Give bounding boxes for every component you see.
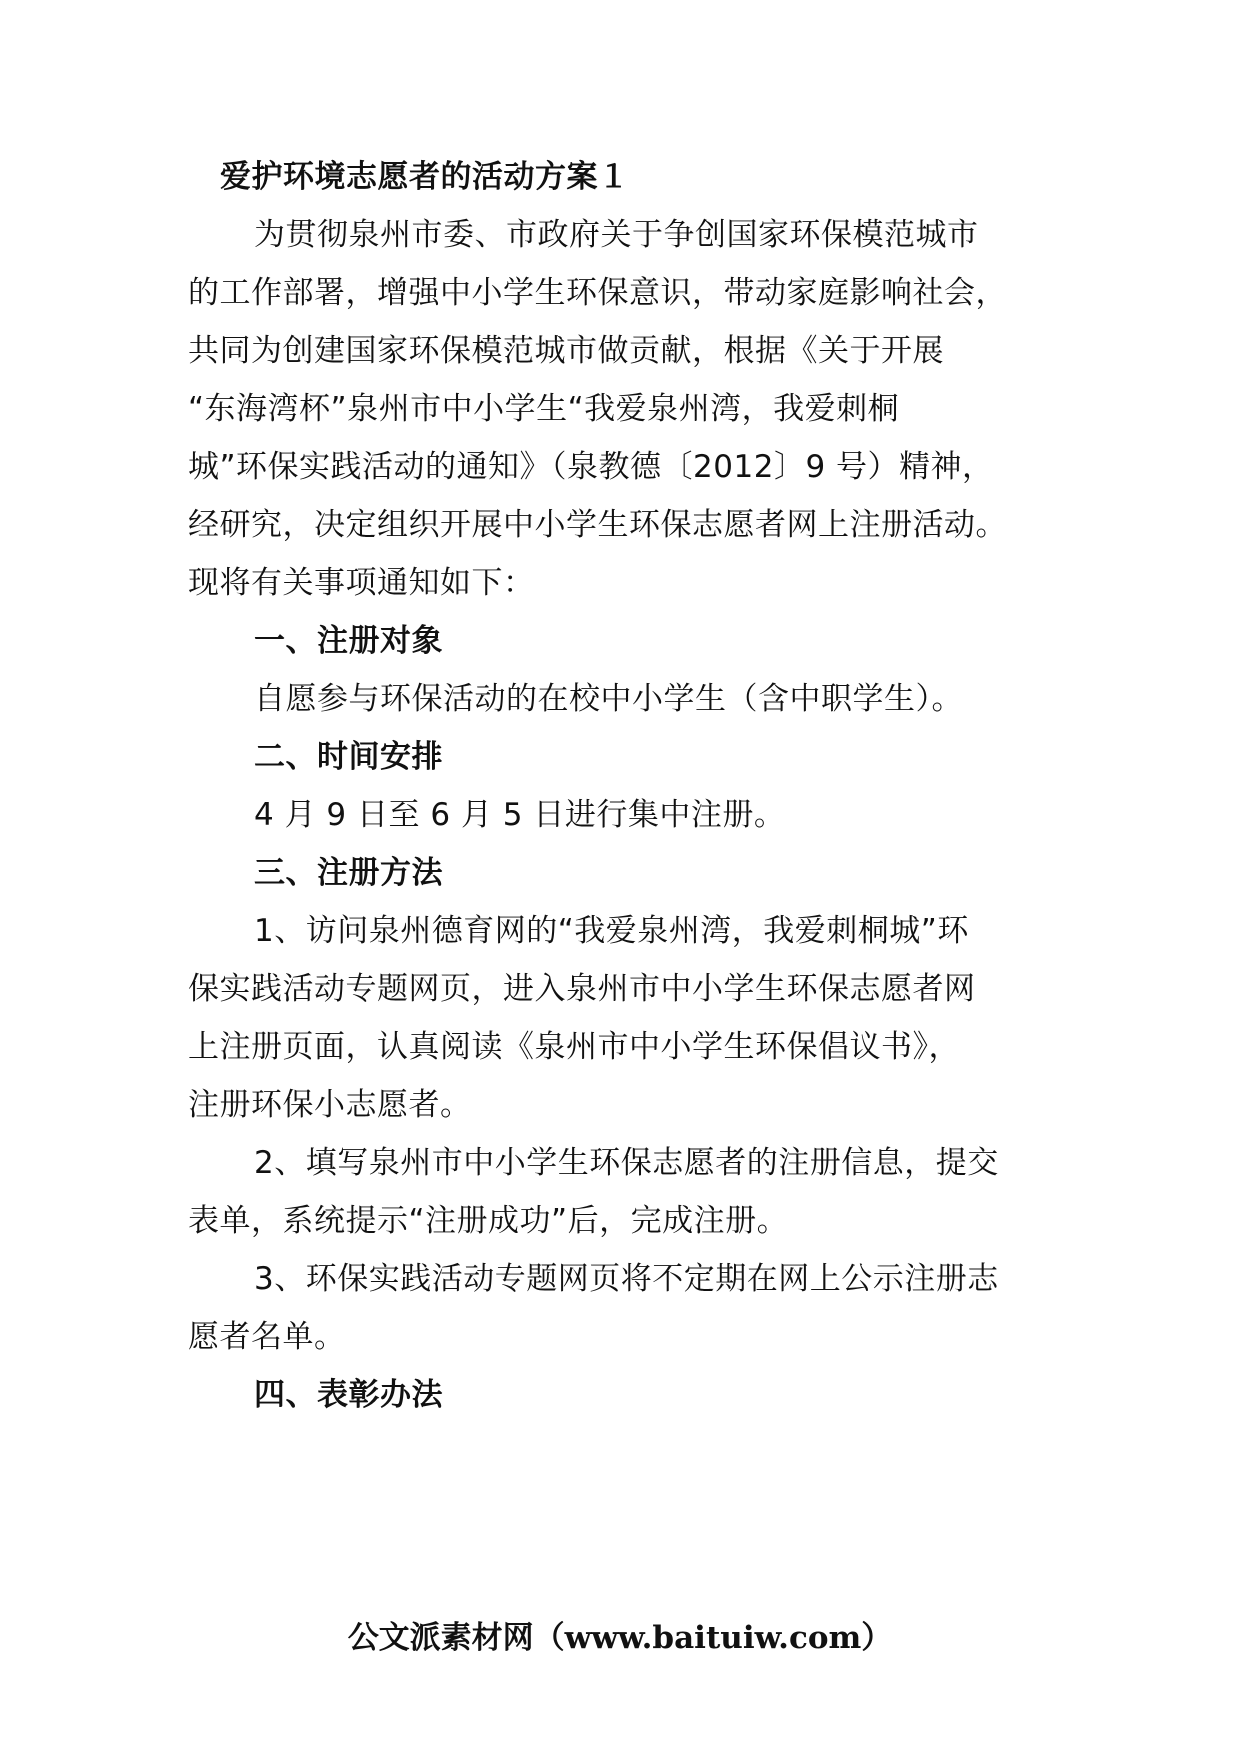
document-title: 爱护环境志愿者的活动方案１ bbox=[220, 159, 630, 195]
section-heading-registration-target: 一、注册对象 bbox=[254, 623, 443, 659]
section-body-schedule: 4 月 9 日至 6 月 5 日进行集中注册。 bbox=[254, 797, 786, 833]
method-item-2-line: 2、填写泉州市中小学生环保志愿者的注册信息，提交 bbox=[254, 1145, 999, 1181]
method-item-3-line: 愿者名单。 bbox=[188, 1319, 346, 1355]
section-heading-commendation: 四、表彰办法 bbox=[254, 1377, 443, 1413]
method-item-2-line: 表单，系统提示“注册成功”后，完成注册。 bbox=[188, 1203, 789, 1239]
method-item-3-line: 3、环保实践活动专题网页将不定期在网上公示注册志 bbox=[254, 1261, 999, 1297]
section-heading-registration-method: 三、注册方法 bbox=[254, 855, 443, 891]
section-body-registration-target: 自愿参与环保活动的在校中小学生（含中职学生）。 bbox=[254, 681, 963, 717]
intro-line: 城”环保实践活动的通知》（泉教德〔2012〕9 号）精神， bbox=[188, 449, 994, 485]
footer-watermark: 公文派素材网（www.baituiw.com） bbox=[347, 1620, 893, 1656]
method-item-1-line: 上注册页面，认真阅读《泉州市中小学生环保倡议书》， bbox=[188, 1029, 960, 1065]
intro-line: 的工作部署，增强中小学生环保意识，带动家庭影响社会， bbox=[188, 275, 1007, 311]
method-item-1-line: 注册环保小志愿者。 bbox=[188, 1087, 472, 1123]
intro-line: 为贯彻泉州市委、市政府关于争创国家环保模范城市 bbox=[254, 217, 979, 253]
method-item-1-line: 保实践活动专题网页，进入泉州市中小学生环保志愿者网 bbox=[188, 971, 976, 1007]
intro-line: 经研究，决定组织开展中小学生环保志愿者网上注册活动。 bbox=[188, 507, 1007, 543]
intro-line: “东海湾杯”泉州市中小学生“我爱泉州湾，我爱刺桐 bbox=[188, 391, 900, 427]
section-heading-schedule: 二、时间安排 bbox=[254, 739, 443, 775]
intro-line: 共同为创建国家环保模范城市做贡献，根据《关于开展 bbox=[188, 333, 944, 369]
intro-line: 现将有关事项通知如下： bbox=[188, 565, 535, 601]
method-item-1-line: 1、访问泉州德育网的“我爱泉州湾，我爱刺桐城”环 bbox=[254, 913, 969, 949]
